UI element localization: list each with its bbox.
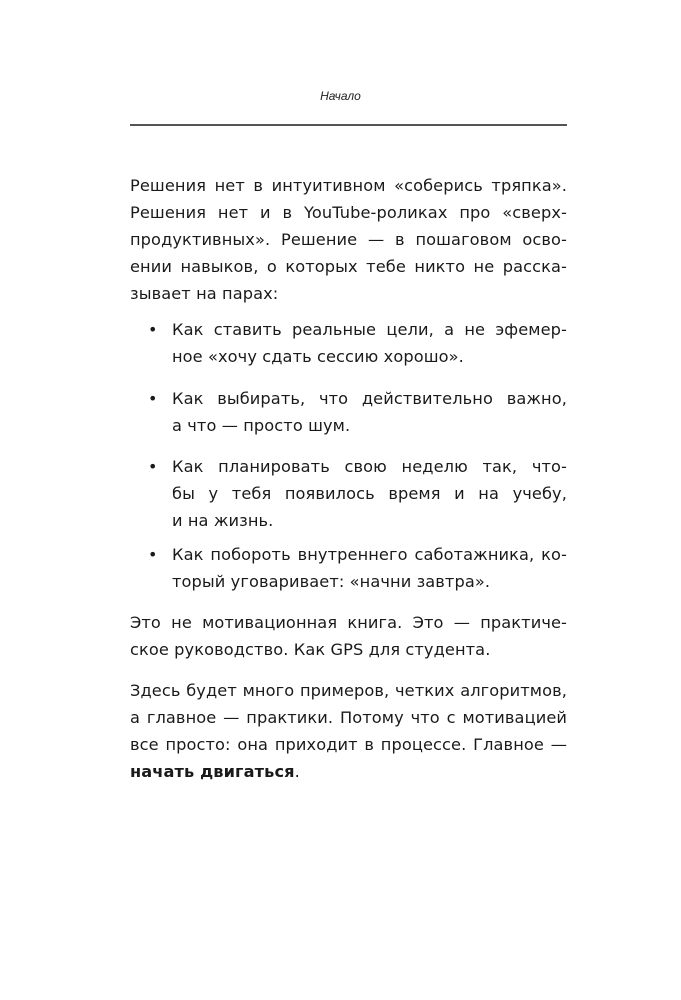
text-line: а главное — практики. Потому что с мотивацией <box>130 708 567 727</box>
text-line: Решения нет в интуитивном «соберись тряпка». <box>130 176 567 195</box>
end-punctuation: . <box>294 762 300 781</box>
text-line: ении навыков, о которых тебе никто не расска- <box>130 257 567 276</box>
text-line: Здесь будет много примеров, четких алгоритмов, <box>130 681 567 700</box>
bullet-icon: • <box>148 545 158 564</box>
header-rule <box>130 124 567 126</box>
bullet-icon: • <box>148 457 158 476</box>
bullet-line: Как ставить реальные цели, а не эфемер- <box>172 320 567 339</box>
bullet-line: торый уговаривает: «начни завтра». <box>172 572 491 591</box>
bullet-line: и на жизнь. <box>172 511 274 530</box>
text-line: Это не мотивационная книга. Это — практиче- <box>130 613 567 632</box>
bullet-line: Как побороть внутреннего саботажника, ко- <box>172 545 567 564</box>
bullet-line: ное «хочу сдать сессию хорошо». <box>172 347 464 366</box>
bold-emphasis: начать двигаться <box>130 762 295 781</box>
bullet-line: Как выбирать, что действительно важно, <box>172 389 567 408</box>
bullet-icon: • <box>148 389 158 408</box>
text-line <box>130 758 567 785</box>
bullet-line: бы у тебя появилось время и на учебу, <box>172 484 567 503</box>
bullet-line: а что — просто шум. <box>172 416 351 435</box>
text-line: ское руководство. Как GPS для студента. <box>130 640 491 659</box>
text-line: все просто: она приходит в процессе. Главное — <box>130 735 567 754</box>
bullet-icon: • <box>148 320 158 339</box>
running-header: Начало <box>320 89 361 103</box>
bullet-line: Как планировать свою неделю так, что- <box>172 457 567 476</box>
text-line: продуктивных». Решение — в пошаговом осво- <box>130 230 567 249</box>
text-line: Решения нет и в YouTube-роликах про «сверх- <box>130 203 567 222</box>
text-line: зывает на парах: <box>130 284 279 303</box>
